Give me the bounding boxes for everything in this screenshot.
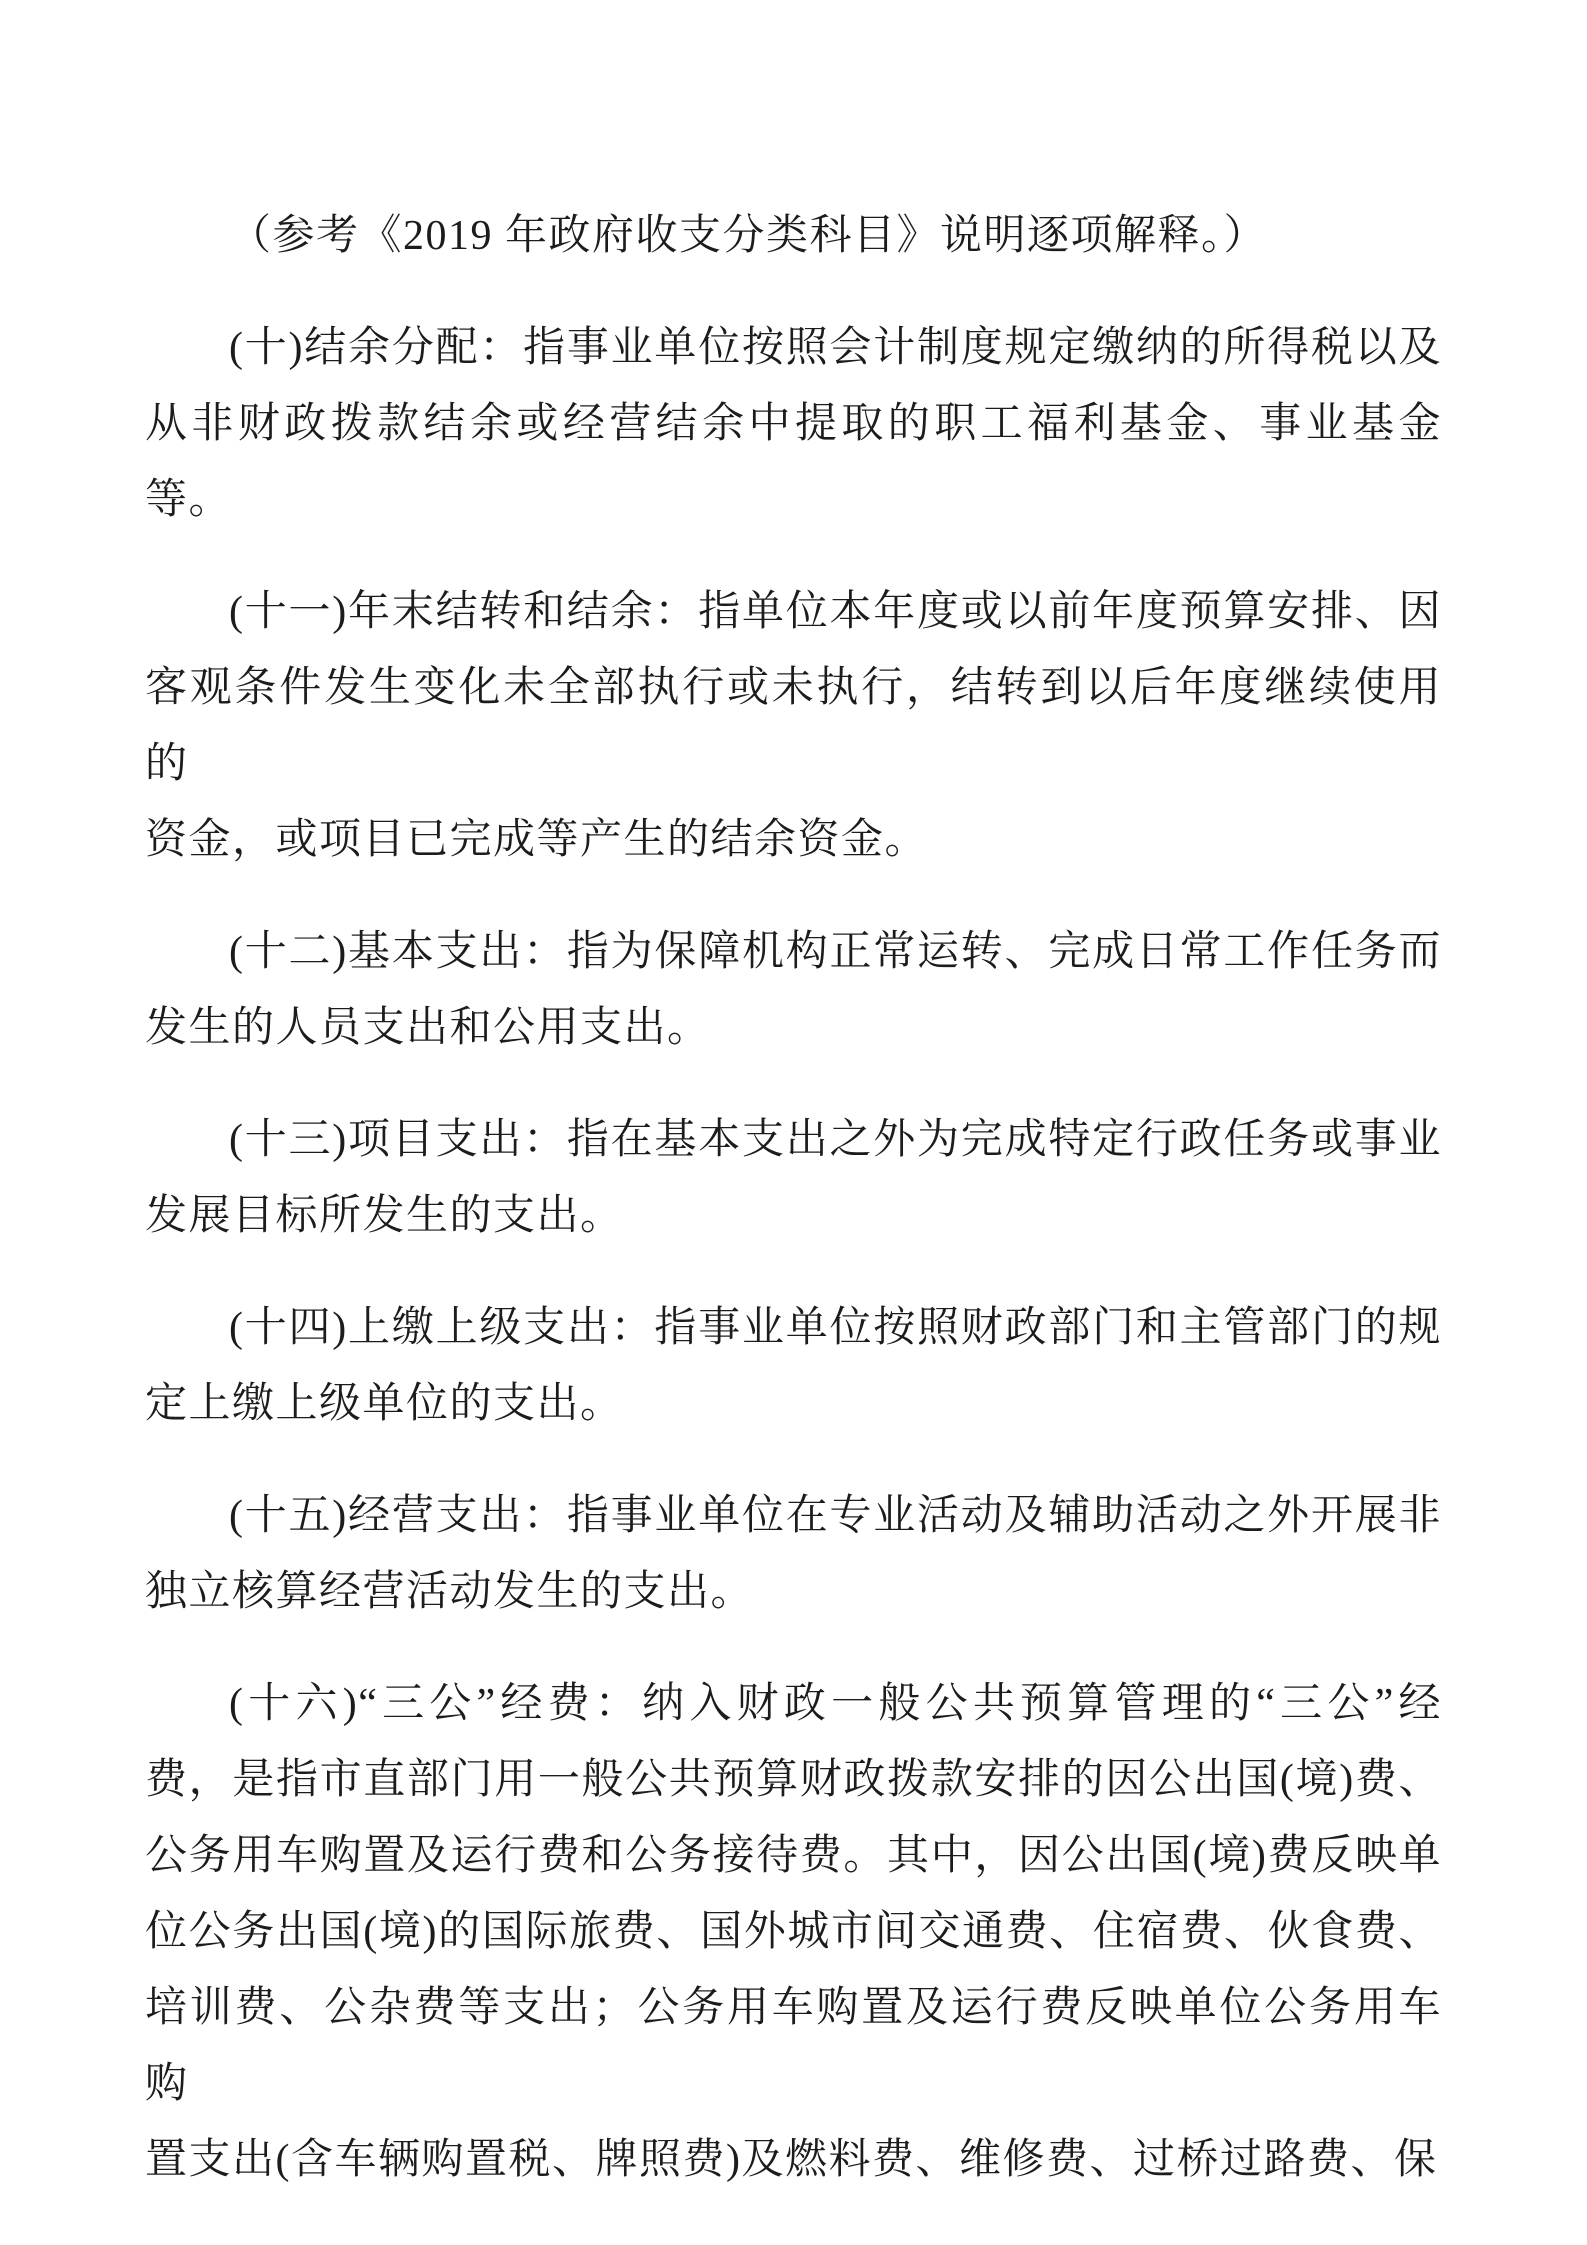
paragraph <box>145 1102 1442 1254</box>
text-line: 位公务出国(境)的国际旅费、国外城市间交通费、住宿费、伙食费、 <box>145 1909 1442 1955</box>
text-line: 培训费、公杂费等支出；公务用车购置及运行费反映单位公务用车购 <box>145 1985 1442 2107</box>
text-line: (十)结余分配：指事业单位按照会计制度规定缴纳的所得税以及 <box>229 325 1442 371</box>
text-line: (十三)项目支出：指在基本支出之外为完成特定行政任务或事业 <box>229 1117 1442 1163</box>
paragraph <box>145 198 1442 274</box>
paragraph <box>145 914 1442 1066</box>
paragraph <box>145 1478 1442 1630</box>
text-line: (十二)基本支出：指为保障机构正常运转、完成日常工作任务而 <box>229 929 1442 975</box>
text-line: 公务用车购置及运行费和公务接待费。其中，因公出国(境)费反映单 <box>145 1833 1442 1879</box>
text-line: (十一)年末结转和结余：指单位本年度或以前年度预算安排、因 <box>229 589 1442 635</box>
paragraph <box>145 310 1442 538</box>
paragraph <box>145 1290 1442 1442</box>
text-line: 客观条件发生变化未全部执行或未执行，结转到以后年度继续使用的 <box>145 665 1442 787</box>
paragraph <box>145 1666 1442 2198</box>
text-line: 定上缴上级单位的支出。 <box>145 1381 624 1427</box>
text-line: (十四)上缴上级支出：指事业单位按照财政部门和主管部门的规 <box>229 1305 1442 1351</box>
text-line: 发生的人员支出和公用支出。 <box>145 1005 711 1051</box>
text-line: 发展目标所发生的支出。 <box>145 1193 624 1239</box>
text-line: 独立核算经营活动发生的支出。 <box>145 1569 755 1615</box>
text-line: （参考《2019 年政府收支分类科目》说明逐项解释。） <box>229 213 1268 259</box>
text-line: (十五)经营支出：指事业单位在专业活动及辅助活动之外开展非 <box>229 1493 1442 1539</box>
paragraph <box>145 574 1442 878</box>
text-line: 费，是指市直部门用一般公共预算财政拨款安排的因公出国(境)费、 <box>145 1757 1442 1803</box>
text-line: 资金，或项目已完成等产生的结余资金。 <box>145 817 929 863</box>
text-line: (十六)“三公”经费：纳入财政一般公共预算管理的“三公”经 <box>229 1681 1442 1727</box>
text-line: 从非财政拨款结余或经营结余中提取的职工福利基金、事业基金等。 <box>145 401 1442 523</box>
text-line: 置支出(含车辆购置税、牌照费)及燃料费、维修费、过桥过路费、保 <box>145 2137 1438 2183</box>
